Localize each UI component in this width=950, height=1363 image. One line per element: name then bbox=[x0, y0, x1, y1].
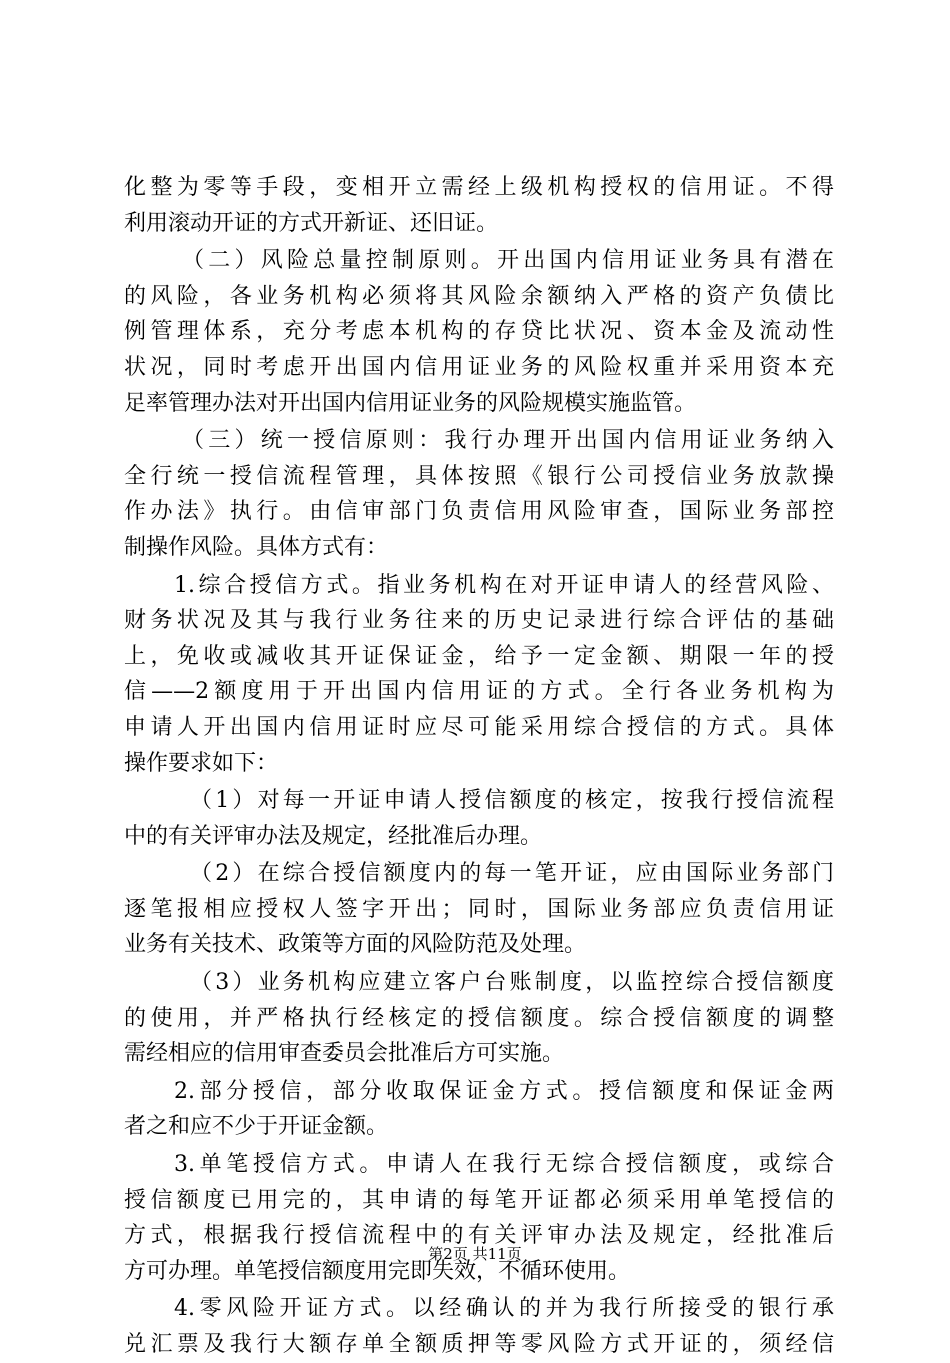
text-line: 兑汇票及我行大额存单全额质押等零风险方式开证的，须经信 bbox=[124, 1332, 834, 1357]
text-line: 方式，根据我行授信流程中的有关评审办法及规定，经批准后 bbox=[124, 1223, 834, 1249]
text-line: 全行统一授信流程管理，具体按照《银行公司授信业务放款操 bbox=[124, 463, 834, 489]
document-body bbox=[124, 170, 834, 1363]
text-line: 财务状况及其与我行业务往来的历史记录进行综合评估的基础 bbox=[124, 608, 834, 634]
text-line: 中的有关评审办法及规定，经批准后办理。 bbox=[124, 823, 543, 849]
text-line: 2.部分授信，部分收取保证金方式。授信额度和保证金两 bbox=[174, 1078, 834, 1104]
text-line: （二）风险总量控制原则。开出国内信用证业务具有潜在 bbox=[182, 248, 834, 274]
text-line: 的使用，并严格执行经核定的授信额度。综合授信额度的调整 bbox=[124, 1005, 834, 1031]
text-line: 方可办理。单笔授信额度用完即失效，不循环使用。 bbox=[124, 1258, 631, 1284]
text-line: 上，免收或减收其开证保证金，给予一定金额、期限一年的授 bbox=[124, 643, 834, 669]
text-line: 逐笔报相应授权人签字开出；同时，国际业务部应负责信用证 bbox=[124, 896, 834, 922]
text-line: 作办法》执行。由信审部门负责信用风险审查，国际业务部控 bbox=[124, 499, 834, 525]
page-footer: 第2页 共11页 bbox=[428, 1245, 522, 1263]
text-line: 化整为零等手段，变相开立需经上级机构授权的信用证。不得 bbox=[124, 175, 834, 200]
text-line: 信——2额度用于开出国内信用证的方式。全行各业务机构为 bbox=[124, 679, 834, 705]
text-line: 制操作风险。具体方式有： bbox=[124, 534, 389, 560]
text-line: 需经相应的信用审查委员会批准后方可实施。 bbox=[124, 1041, 565, 1067]
text-line: （1）对每一开证申请人授信额度的核定，按我行授信流程 bbox=[190, 788, 834, 814]
text-line: 例管理体系，充分考虑本机构的存贷比状况、资本金及流动性 bbox=[124, 319, 834, 345]
text-line: 业务有关技术、政策等方面的风险防范及处理。 bbox=[124, 932, 587, 958]
text-line: 4.零风险开证方式。以经确认的并为我行所接受的银行承 bbox=[174, 1296, 834, 1322]
text-line: （三）统一授信原则：我行办理开出国内信用证业务纳入 bbox=[182, 428, 834, 454]
text-line: （3）业务机构应建立客户台账制度，以监控综合授信额度 bbox=[190, 970, 834, 996]
text-line: 操作要求如下： bbox=[124, 750, 279, 776]
text-line: 3.单笔授信方式。申请人在我行无综合授信额度，或综合 bbox=[174, 1152, 834, 1178]
text-line: 1.综合授信方式。指业务机构在对开证申请人的经营风险、 bbox=[174, 572, 834, 598]
text-line: 状况，同时考虑开出国内信用证业务的风险权重并采用资本充 bbox=[124, 354, 834, 380]
text-line: 利用滚动开证的方式开新证、还旧证。 bbox=[124, 210, 499, 236]
text-line: （2）在综合授信额度内的每一笔开证，应由国际业务部门 bbox=[190, 861, 834, 887]
text-line: 申请人开出国内信用证时应尽可能采用综合授信的方式。具体 bbox=[124, 714, 834, 740]
text-line: 的风险，各业务机构必须将其风险余额纳入严格的资产负债比 bbox=[124, 283, 834, 309]
text-line: 足率管理办法对开出国内信用证业务的风险规模实施监管。 bbox=[124, 390, 697, 416]
text-line: 者之和应不少于开证金额。 bbox=[124, 1114, 389, 1140]
text-line: 授信额度已用完的，其申请的每笔开证都必须采用单笔授信的 bbox=[124, 1187, 834, 1213]
